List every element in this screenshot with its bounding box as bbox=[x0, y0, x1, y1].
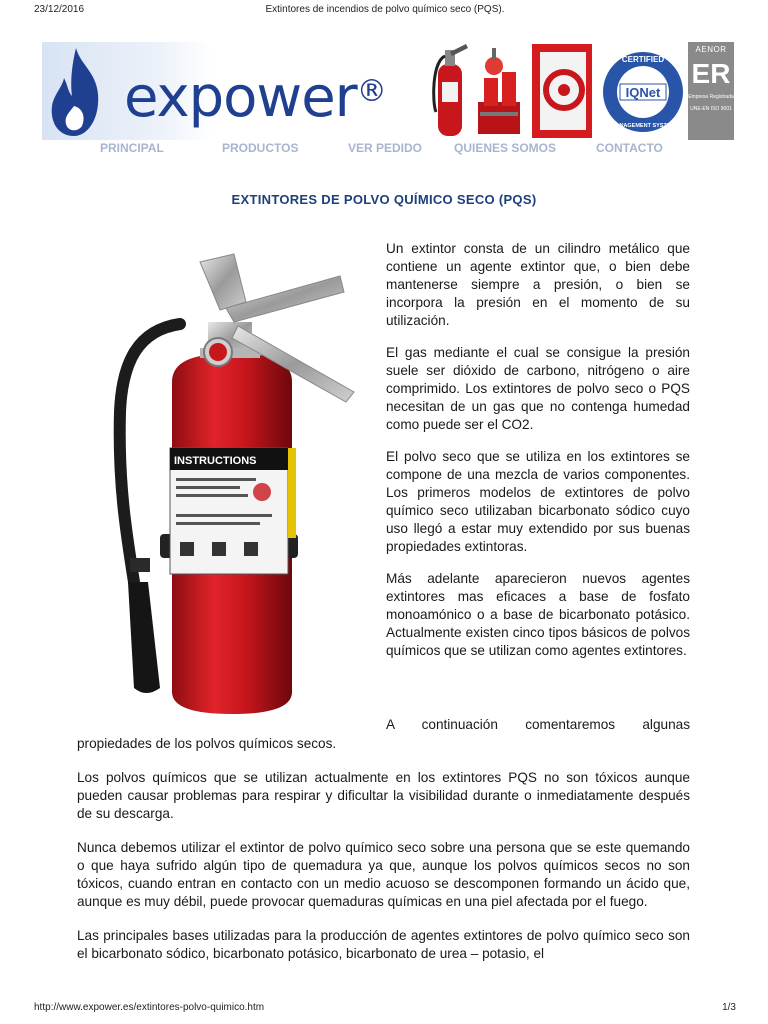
aenor-er-mark: ER bbox=[691, 58, 731, 89]
paragraph: Más adelante aparecieron nuevos agentes extintores mas eficaces a base de fosfato monoamónico o a base de bicarbonato potásico. Actualmente existen cinco tipos básicos de polvos químicos que se utilizan como agentes extintores. bbox=[386, 571, 690, 658]
registered-mark: ® bbox=[356, 74, 386, 109]
nav-ver-pedido[interactable]: VER PEDIDO bbox=[348, 141, 423, 155]
iqnet-certified-seal-icon bbox=[602, 46, 684, 138]
aenor-label: AENOR bbox=[695, 45, 727, 54]
nav-contacto[interactable]: CONTACTO bbox=[596, 141, 663, 155]
print-title: Extintores de incendios de polvo químico seco (PQS). bbox=[265, 4, 505, 15]
aenor-norm: UNE-EN ISO 9001 bbox=[690, 106, 732, 112]
hose-cabinet-image bbox=[530, 42, 596, 140]
paragraph: El gas mediante el cual se consigue la presión suele ser dióxido de carbono, nitrógeno o aire comprimido. Los extintores de polvo seco o PQS necesitan de un gas que no contenga humedad como puede ser el CO2. bbox=[386, 345, 690, 432]
paragraph: El polvo seco que se utiliza en los extintores se compone de una mezcla de varios componentes. Los primeros modelos de extintores de polvo químico seco utilizaban bicarbonato sódico cuyo uso llegó a estar muy extendido por sus buenas propiedades extintoras. bbox=[386, 449, 690, 554]
brand-name: expower bbox=[124, 65, 357, 130]
print-date: 23/12/2016 bbox=[34, 4, 85, 15]
paragraph: Los polvos químicos que se utilizan actualmente en los extintores PQS no son tóxicos aunque pueden causar problemas para respirar y dificultar la visibilidad durante o inmediatamente después de su descarga. bbox=[77, 770, 690, 821]
iqnet-mgmt-text: MANAGEMENT SYSTEM bbox=[610, 123, 676, 129]
paragraph-wrap-rest: propiedades de los polvos químicos secos. bbox=[77, 736, 337, 751]
site-banner bbox=[42, 42, 734, 142]
aenor-seal bbox=[688, 42, 734, 140]
nav-productos[interactable]: PRODUCTOS bbox=[222, 141, 299, 155]
paragraph: Un extintor consta de un cilindro metálico que contiene un agente extintor que, o bien debe mantenerse siempre a presión, o bien se incorpora la presión en el momento de su utilización. bbox=[386, 241, 690, 328]
paragraph: Nunca debemos utilizar el extintor de polvo químico seco sobre una persona que se este quemando o que haya sufrido algún tipo de quemadura ya que, aunque los polvos químicos secos no son tóxicos, cuando entran en contacto con un medio acuoso se descomponen formando un ácido que, aunque es muy débil, puede provocar quemaduras químicas en una piel afectada por el fuego. bbox=[77, 840, 690, 909]
main-nav bbox=[100, 141, 700, 157]
print-footer bbox=[34, 1002, 736, 1016]
iqnet-name-text: IQNet bbox=[625, 85, 661, 100]
brand-wordmark[interactable] bbox=[124, 65, 386, 130]
body-text bbox=[77, 735, 690, 979]
nav-principal[interactable]: PRINCIPAL bbox=[100, 141, 164, 155]
iqnet-certified-text: CERTIFIED bbox=[621, 55, 665, 64]
fire-extinguisher-image bbox=[108, 252, 358, 718]
paragraph-wrap-first-line: A continuación comentaremos algunas bbox=[386, 717, 690, 732]
product-extinguisher-image bbox=[428, 42, 472, 140]
flame-logo-icon[interactable] bbox=[46, 46, 104, 138]
paragraph: Las principales bases utilizadas para la producción de agentes extintores de polvo químico seco son el bicarbonato sódico, bicarbonato potásico, bicarbonato de urea – potasio, el bbox=[77, 928, 690, 961]
pump-unit-image bbox=[474, 42, 524, 140]
nav-quienes-somos[interactable]: QUIENES SOMOS bbox=[454, 141, 557, 155]
aenor-registered: Empresa Registrada bbox=[688, 94, 734, 100]
page-counter: 1/3 bbox=[722, 1002, 736, 1013]
label-instructions-text: INSTRUCTIONS bbox=[174, 455, 257, 467]
intro-column bbox=[386, 240, 690, 674]
print-header bbox=[34, 4, 736, 18]
print-url[interactable]: http://www.expower.es/extintores-polvo-quimico.htm bbox=[34, 1002, 265, 1013]
page-title: EXTINTORES DE POLVO QUÍMICO SECO (PQS) bbox=[231, 192, 537, 207]
